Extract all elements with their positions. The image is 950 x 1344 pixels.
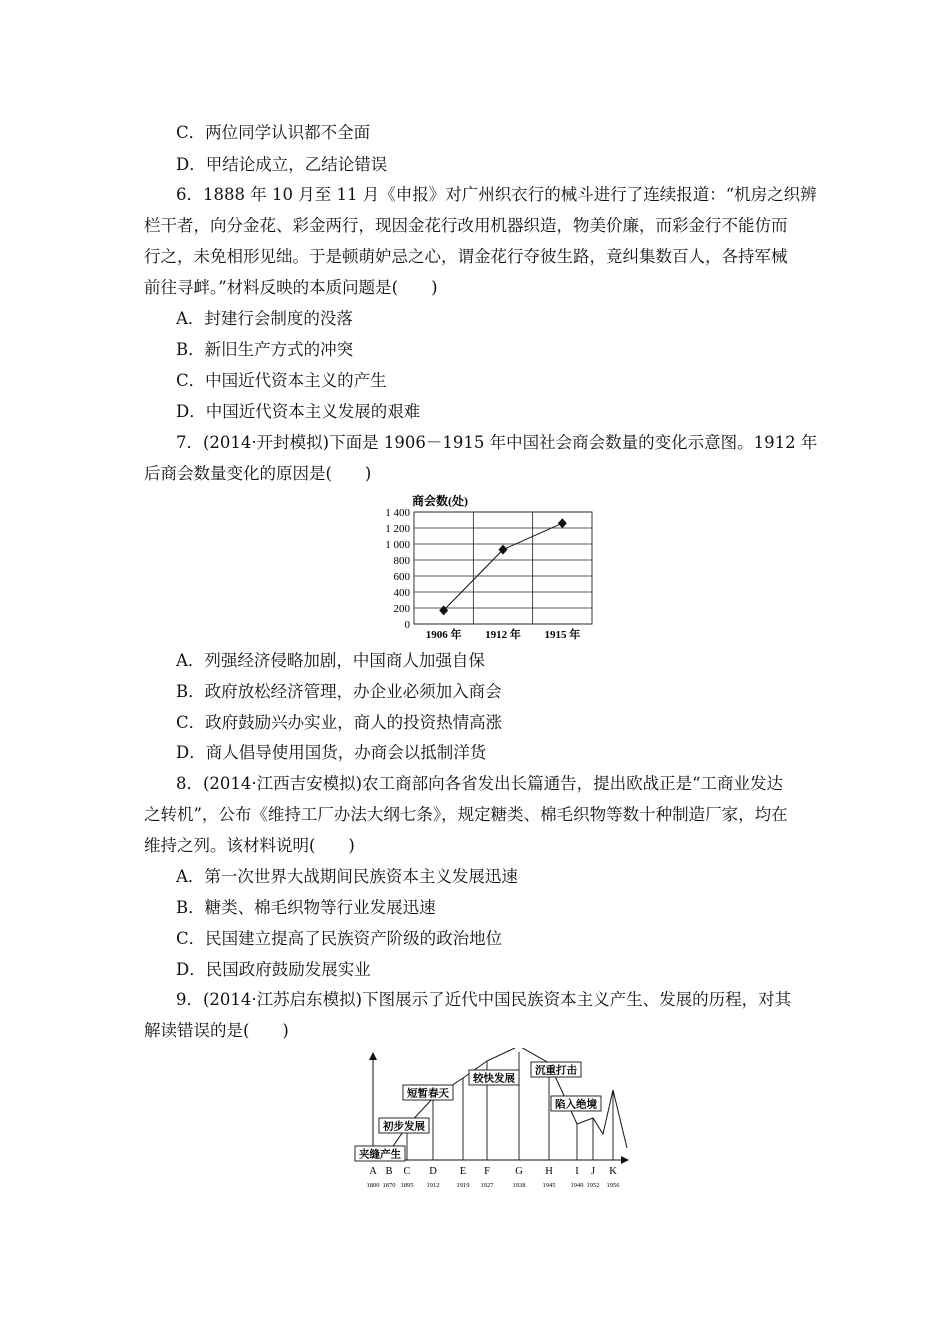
year-label: 1945 xyxy=(542,1182,556,1189)
stage-label: 较快发展 xyxy=(473,1073,515,1085)
q7-stem-line-1: 7．(2014·开封模拟)下面是 1906－1915 年中国社会商会数量的变化示意图。1912 年 xyxy=(176,433,818,452)
chart-title: 商会数(处) xyxy=(412,494,468,508)
q7-option-d: D．商人倡导使用国货，办商会以抵制洋货 xyxy=(176,743,487,762)
point-letter: C xyxy=(403,1166,411,1177)
stage-label: 初步发展 xyxy=(383,1121,425,1133)
point-letter: G xyxy=(515,1166,523,1177)
q8-option-b: B．糖类、棉毛织物等行业发展迅速 xyxy=(176,898,436,917)
year-label: 1949 xyxy=(570,1182,584,1189)
plot-frame xyxy=(414,512,592,624)
q8-stem-line-2: 之转机”，公布《维持工厂办法大纲七条》，规定糖类、棉毛织物等数十种制造厂家，均在 xyxy=(144,805,788,824)
year-label: 1895 xyxy=(400,1182,414,1189)
point-letter: B xyxy=(385,1166,393,1177)
point-letter: H xyxy=(545,1166,553,1177)
stage-label: 沉重打击 xyxy=(535,1065,577,1077)
y-tick-label: 800 xyxy=(393,555,410,567)
q6-option-d: D．中国近代资本主义发展的艰难 xyxy=(176,402,421,421)
q6-stem-line-3: 行之，未免相形见绌。于是顿萌妒忌之心，谓金花行夺彼生路，竟纠集数百人，各持军械 xyxy=(144,247,788,266)
stage-label: 夹缝产生 xyxy=(359,1149,401,1161)
stage-label: 短暂春天 xyxy=(407,1088,449,1100)
y-tick-label: 600 xyxy=(393,571,410,583)
q6-stem-line-4: 前往寻衅。”材料反映的本质问题是( ) xyxy=(144,278,438,297)
q7-option-b: B．政府放松经济管理，办企业必须加入商会 xyxy=(176,682,502,701)
q8-option-c: C．民国建立提高了民族资产阶级的政治地位 xyxy=(176,929,503,948)
point-letter: A xyxy=(369,1166,377,1177)
x-tick-label: 1912 年 xyxy=(485,629,521,641)
y-tick-label: 1 400 xyxy=(385,507,410,519)
q8-stem-line-3: 维持之列。该材料说明( ) xyxy=(144,836,355,855)
year-label: 1870 xyxy=(382,1182,396,1189)
stage-label: 陷入绝境 xyxy=(555,1099,597,1111)
chamber-count-chart xyxy=(370,490,600,642)
year-label: 1956 xyxy=(606,1182,620,1189)
year-label: 1919 xyxy=(456,1182,470,1189)
series-line xyxy=(444,523,563,610)
point-letter: E xyxy=(459,1166,467,1177)
q6-option-b: B．新旧生产方式的冲突 xyxy=(176,340,354,359)
q6-stem-line-2: 栏干者，向分金花、彩金两行，现因金花行改用机器织造，物美价廉，而彩金行不能仿而 xyxy=(144,216,788,235)
q5-option-d: D．甲结论成立，乙结论错误 xyxy=(176,155,388,174)
point-letter: J xyxy=(590,1166,596,1177)
x-tick-label: 1906 年 xyxy=(425,629,462,641)
year-label: 1912 xyxy=(426,1182,440,1189)
q8-stem-line-1: 8．(2014·江西吉安模拟)农工商部向各省发出长篇通告，提出欧战正是“工商业发达 xyxy=(176,774,784,793)
q7-option-a: A．列强经济侵略加剧，中国商人加强自保 xyxy=(176,651,485,670)
year-label: 1938 xyxy=(512,1182,526,1189)
q5-option-c: C．两位同学认识都不全面 xyxy=(176,123,371,142)
y-tick-label: 1 000 xyxy=(385,539,410,551)
point-letter: I xyxy=(575,1166,579,1177)
capitalism-history-diagram xyxy=(345,1048,635,1198)
y-tick-label: 1 200 xyxy=(385,523,410,535)
x-tick-label: 1915 年 xyxy=(544,629,581,641)
y-tick-label: 0 xyxy=(404,619,410,631)
q9-stem-line-2: 解读错误的是( ) xyxy=(144,1021,289,1040)
q6-option-c: C．中国近代资本主义的产生 xyxy=(176,371,387,390)
data-point xyxy=(558,518,567,528)
q9-stem-line-1: 9．(2014·江苏启东模拟)下图展示了近代中国民族资本主义产生、发展的历程，对其 xyxy=(176,990,792,1009)
point-letter: K xyxy=(609,1166,617,1177)
y-tick-label: 200 xyxy=(393,603,410,615)
q7-option-c: C．政府鼓励兴办实业，商人的投资热情高涨 xyxy=(176,713,503,732)
year-label: 1800 xyxy=(366,1182,380,1189)
q8-option-d: D．民国政府鼓励发展实业 xyxy=(176,960,371,979)
y-tick-label: 400 xyxy=(393,587,410,599)
year-label: 1952 xyxy=(586,1182,600,1189)
q7-stem-line-2: 后商会数量变化的原因是( ) xyxy=(144,464,372,483)
q6-stem-line-1: 6．1888 年 10 月至 11 月《申报》对广州织衣行的械斗进行了连续报道：“机房之织辨 xyxy=(176,185,817,204)
q8-option-a: A．第一次世界大战期间民族资本主义发展迅速 xyxy=(176,867,518,886)
point-letter: F xyxy=(484,1166,490,1177)
point-letter: D xyxy=(429,1166,437,1177)
year-label: 1927 xyxy=(480,1182,494,1189)
q6-option-a: A．封建行会制度的没落 xyxy=(176,309,353,328)
